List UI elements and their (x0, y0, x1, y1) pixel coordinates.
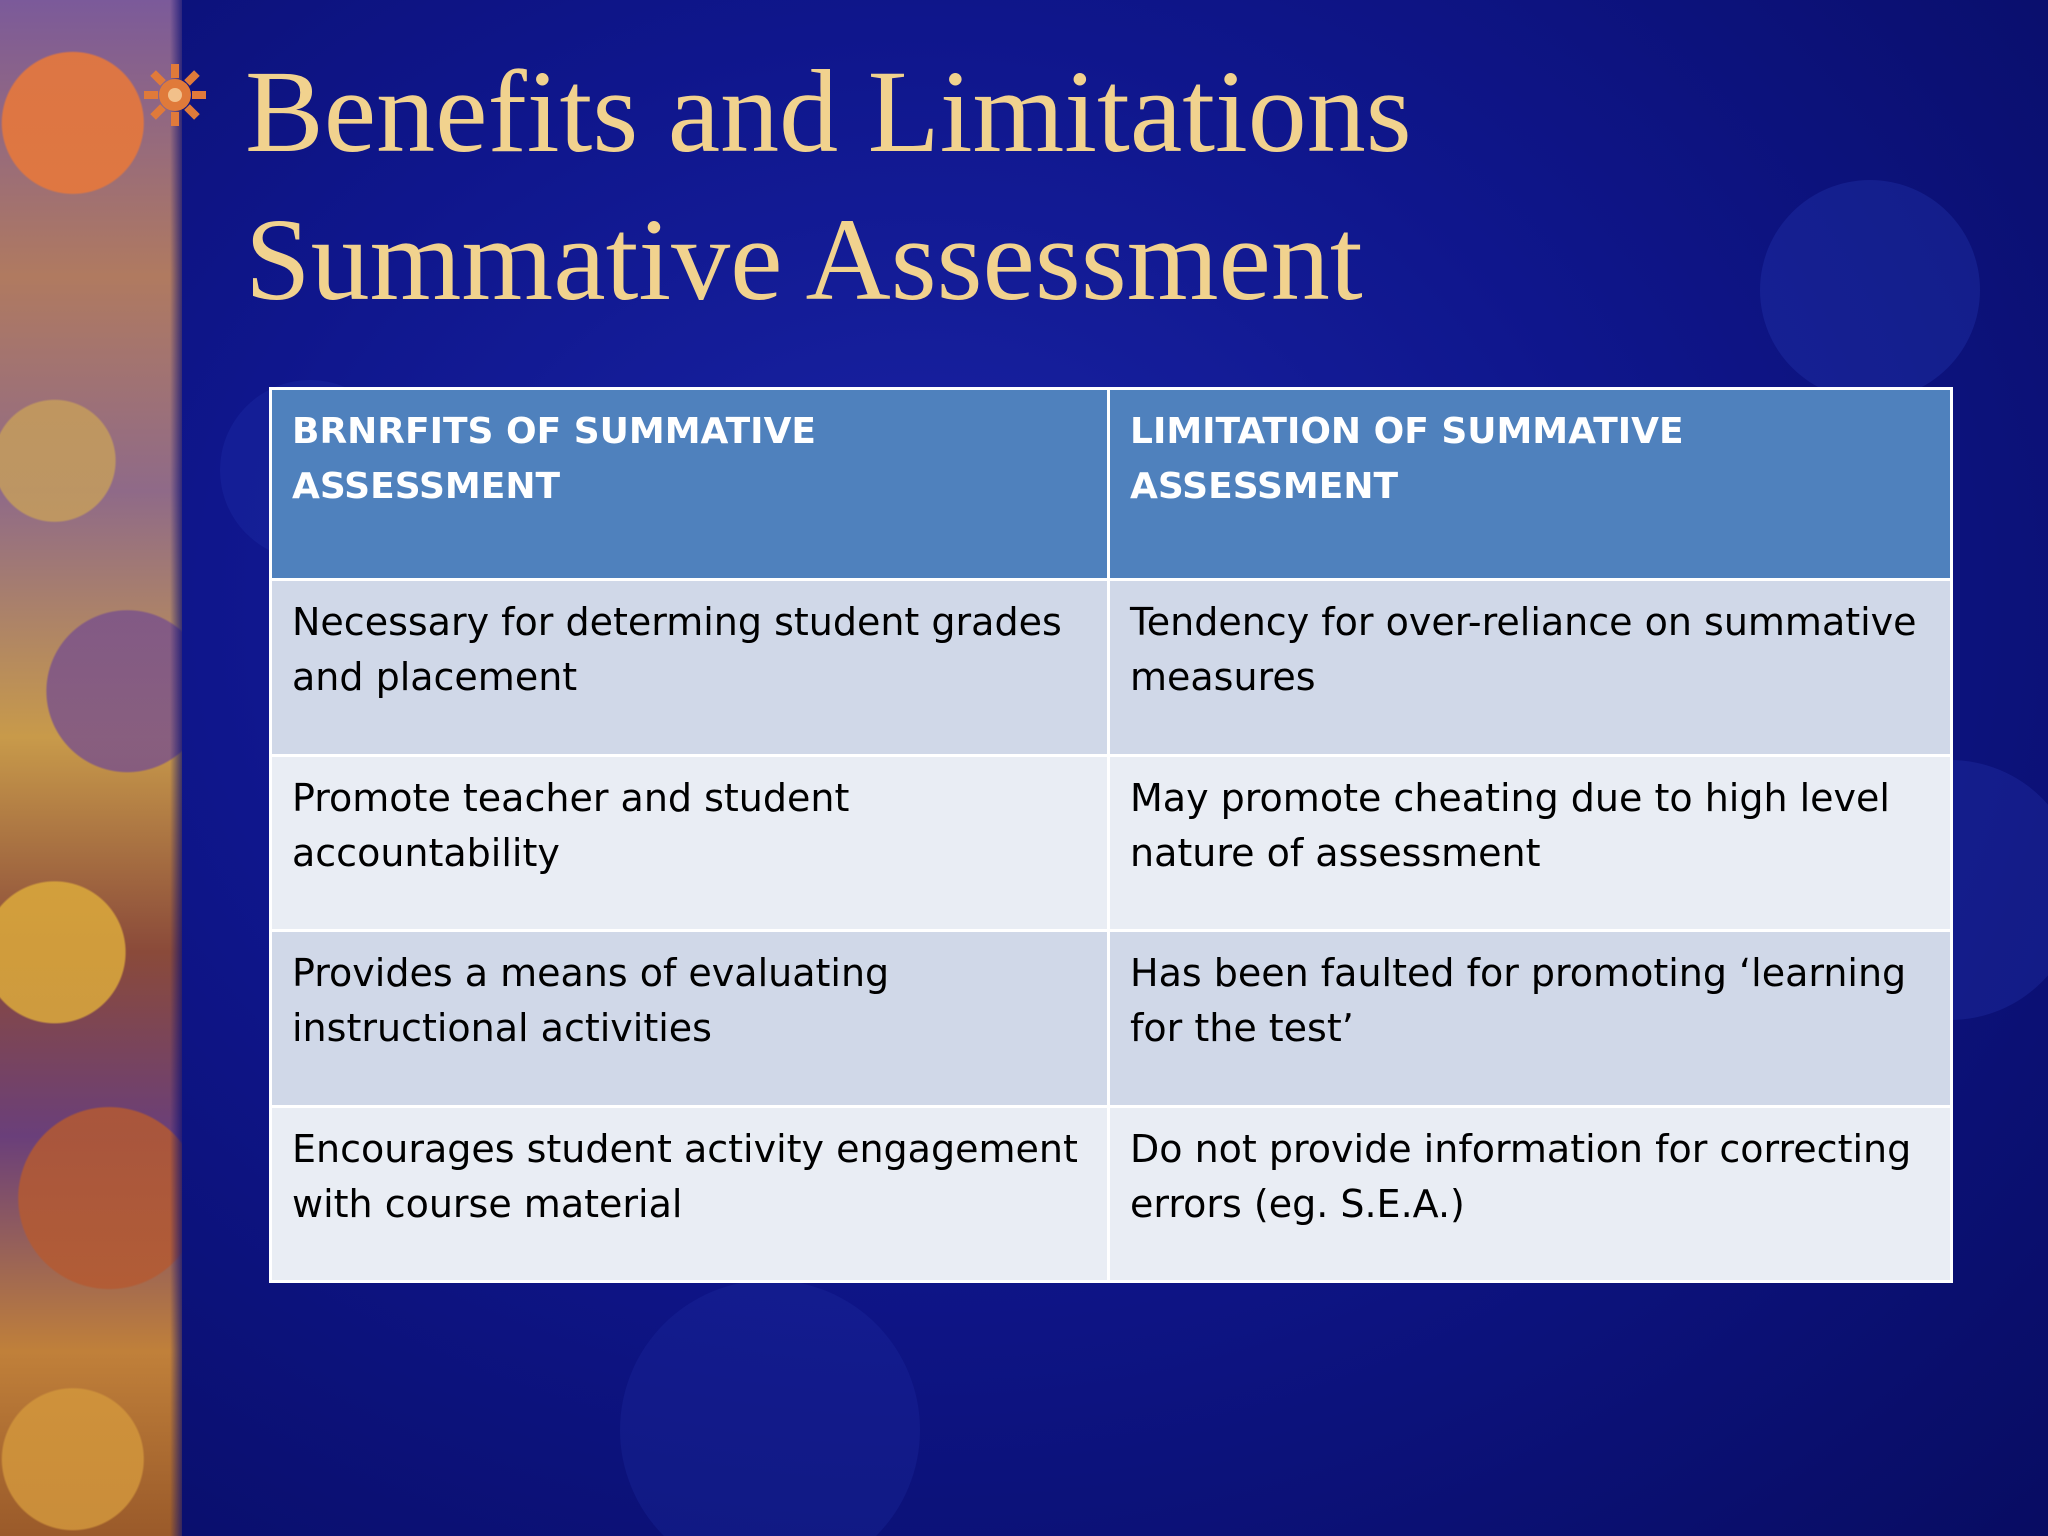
limitation-cell: Do not provide information for correcting errors (eg. S.E.A.) (1109, 1106, 1952, 1282)
background-gear-icon (620, 1280, 920, 1536)
gear-bullet-icon (140, 60, 210, 130)
benefit-cell: Necessary for determing student grades and placement (271, 580, 1109, 756)
slide-title-line-2: Summative Assessment (245, 194, 1363, 325)
benefit-cell: Provides a means of evaluating instructional activities (271, 931, 1109, 1107)
table-row (271, 580, 1952, 756)
header-limitations: LIMITATION OF SUMMATIVE ASSESSMENT (1109, 389, 1952, 580)
limitation-cell: Tendency for over-reliance on summative measures (1109, 580, 1952, 756)
benefit-cell: Promote teacher and student accountability (271, 755, 1109, 931)
table-row (271, 931, 1952, 1107)
benefit-cell: Encourages student activity engagement with course material (271, 1106, 1109, 1282)
comparison-table (269, 387, 1953, 1283)
header-benefits: BRNRFITS OF SUMMATIVE ASSESSMENT (271, 389, 1109, 580)
limitation-cell: Has been faulted for promoting ‘learning for the test’ (1109, 931, 1952, 1107)
table-row (271, 755, 1952, 931)
table-header-row (271, 389, 1952, 580)
table-row (271, 1106, 1952, 1282)
slide-title-line-1: Benefits and Limitations (245, 46, 1412, 177)
limitation-cell: May promote cheating due to high level nature of assessment (1109, 755, 1952, 931)
background-gear-icon (1760, 180, 1980, 400)
comparison-table-container (269, 387, 1950, 1283)
slide-title (245, 38, 1412, 334)
decorative-side-strip (0, 0, 182, 1536)
